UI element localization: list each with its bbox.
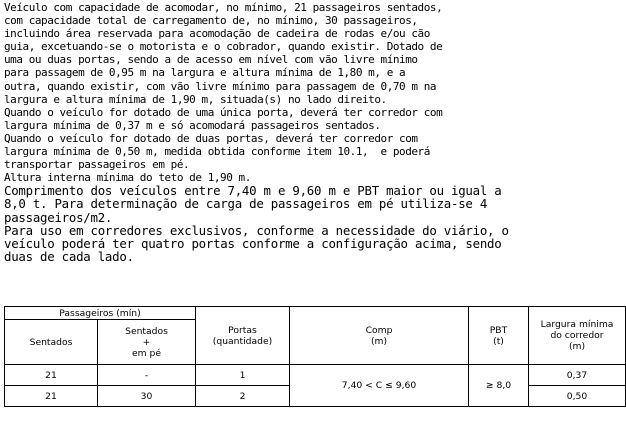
vehicle-spec-table [4,306,626,407]
portas-header: Portas (quantidade) [196,307,290,365]
text-line: 8,0 t. Para determinação de carga de passageiros em pé utiliza-se 4 [4,196,488,212]
text-line: uma ou duas portas, sendo a de acesso em nível com vão livre mínimo [4,53,418,67]
requirements-text [4,1,568,263]
text-line: Para uso em corredores exclusivos, conforme a necessidade do viário, o [4,222,509,238]
pbt-header: PBT (t) [469,307,529,365]
row1-portas: 1 [196,365,290,386]
text-line: Veículo com capacidade de acomodar, no mínimo, 21 passageiros sentados, [4,1,443,14]
text-line: transportar passageiros em pé. [4,158,190,172]
text-line: largura mínima de 0,37 m e só acomodará passageiros sentados. [4,118,381,132]
table-row [5,365,626,386]
row2-em-pe: 30 [98,386,196,407]
text-line: outra, quando existir, com vão livre mínimo para passagem de 0,70 m na [4,79,437,93]
row1-sentados: 21 [5,365,98,386]
text-line: veículo poderá ter quatro portas conforme a configuração acima, sendo [4,235,502,251]
text-line: Quando o veículo for dotado de duas portas, deverá ter corredor com [4,131,418,145]
row1-em-pe: - [98,365,196,386]
text-line: com capacidade total de carregamento de, no mínimo, 30 passageiros, [4,14,418,28]
row1-largura: 0,37 [529,365,626,386]
text-line: Comprimento dos veículos entre 7,40 m e 9,60 m e PBT maior ou igual a [4,183,502,199]
pbt-value: ≥ 8,0 [469,365,529,407]
passageiros-group-header: Passageiros (mín) [5,307,196,320]
comp-header: Comp (m) [290,307,469,365]
text-line: duas de cada lado. [4,248,134,264]
largura-header: Largura mínima do corredor (m) [529,307,626,365]
text-line: largura e altura mínima de 1,90 m, situada(s) no lado direito. [4,92,387,106]
comp-value: 7,40 < C ≤ 9,60 [290,365,469,407]
row2-largura: 0,50 [529,386,626,407]
sentados-em-pe-header: Sentados + em pé [98,320,196,365]
text-line: largura mínima de 0,50 m, medida obtida conforme item 10.1, e poderá [4,145,430,159]
row2-sentados: 21 [5,386,98,407]
text-line: guia, excetuando-se o motorista e o cobrador, quando existir. Dotado de [4,40,443,54]
text-line: para passagem de 0,95 m na largura e altura mínima de 1,80 m, e a [4,66,406,80]
text-line: passageiros/m2. [4,209,113,225]
row2-portas: 2 [196,386,290,407]
sentados-header: Sentados [5,320,98,365]
text-line: Altura interna mínima do teto de 1,90 m. [4,171,251,185]
text-line: Quando o veículo for dotado de uma única porta, deverá ter corredor com [4,105,443,119]
text-line: incluindo área reservada para acomodação de cadeira de rodas e/ou cão [4,27,430,41]
